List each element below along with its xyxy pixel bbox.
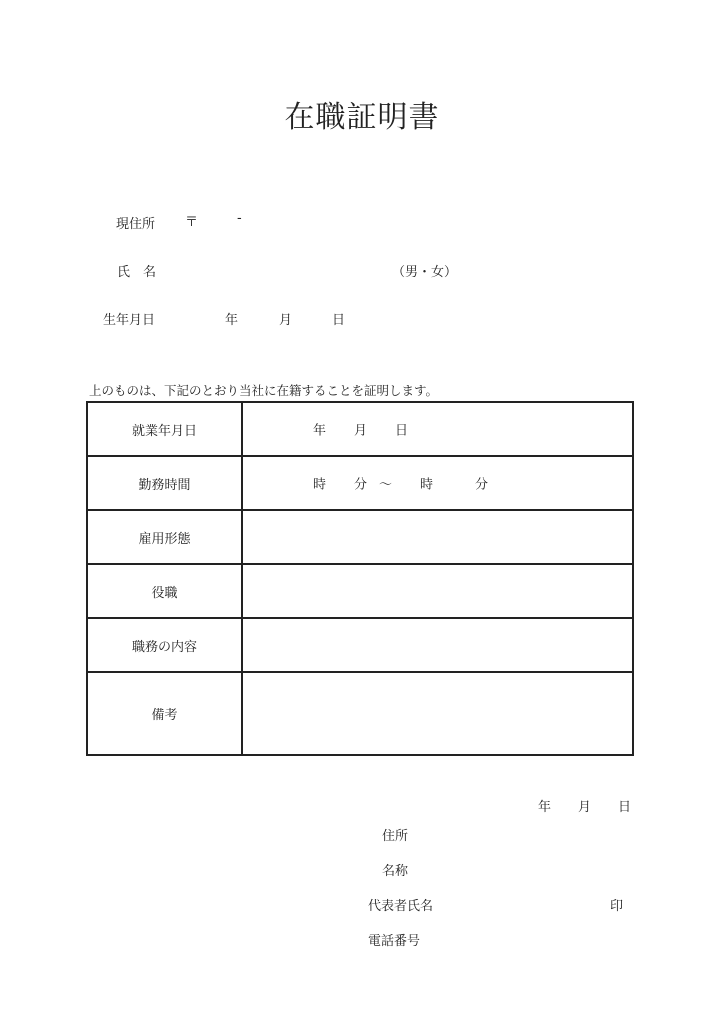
- employment-type-label: 雇用形態: [87, 510, 242, 564]
- employment-table: [86, 401, 634, 756]
- birth-year-unit: 年: [225, 313, 239, 328]
- table-row: [87, 510, 633, 564]
- address-label: 現住所: [116, 217, 156, 232]
- hour-start-unit: 時: [313, 477, 327, 493]
- start-date-label: 就業年月日: [87, 402, 242, 456]
- issue-day-unit: 日: [618, 800, 632, 815]
- position-field[interactable]: [242, 564, 633, 618]
- representative-label: 代表者氏名: [368, 899, 434, 914]
- table-row: [87, 618, 633, 672]
- job-duties-label: 職務の内容: [87, 618, 242, 672]
- birth-month-unit: 月: [279, 313, 293, 328]
- work-hours-field[interactable]: [242, 456, 633, 510]
- postal-dash: -: [237, 211, 242, 226]
- remarks-label: 備考: [87, 672, 242, 755]
- postal-mark: 〒: [185, 215, 199, 230]
- table-row: [87, 402, 633, 456]
- range-tilde: 〜: [379, 477, 393, 493]
- start-day-unit: 日: [395, 423, 409, 439]
- hour-end-unit: 時: [420, 477, 434, 493]
- minute-end-unit: 分: [475, 477, 489, 493]
- start-month-unit: 月: [354, 423, 368, 439]
- minute-start-unit: 分: [354, 477, 368, 493]
- birthdate-label: 生年月日: [103, 313, 156, 328]
- seal-label: 印: [610, 899, 624, 914]
- start-date-field[interactable]: [242, 402, 633, 456]
- job-duties-field[interactable]: [242, 618, 633, 672]
- name-label: 氏 名: [117, 265, 157, 280]
- certification-statement: 上のものは、下記のとおり当社に在籍することを証明します。: [89, 383, 439, 398]
- issuer-address-label: 住所: [382, 829, 409, 844]
- table-row: [87, 564, 633, 618]
- issue-year-unit: 年: [538, 800, 552, 815]
- document-title: 在職証明書: [284, 100, 440, 135]
- birth-day-unit: 日: [332, 313, 346, 328]
- work-hours-label: 勤務時間: [87, 456, 242, 510]
- start-year-unit: 年: [313, 423, 327, 439]
- issue-month-unit: 月: [578, 800, 592, 815]
- position-label: 役職: [87, 564, 242, 618]
- table-row: [87, 456, 633, 510]
- phone-label: 電話番号: [368, 934, 421, 949]
- gender-option: （男・女）: [392, 265, 458, 280]
- remarks-field[interactable]: [242, 672, 633, 755]
- issuer-company-label: 名称: [382, 864, 409, 879]
- table-row: [87, 672, 633, 755]
- employment-type-field[interactable]: [242, 510, 633, 564]
